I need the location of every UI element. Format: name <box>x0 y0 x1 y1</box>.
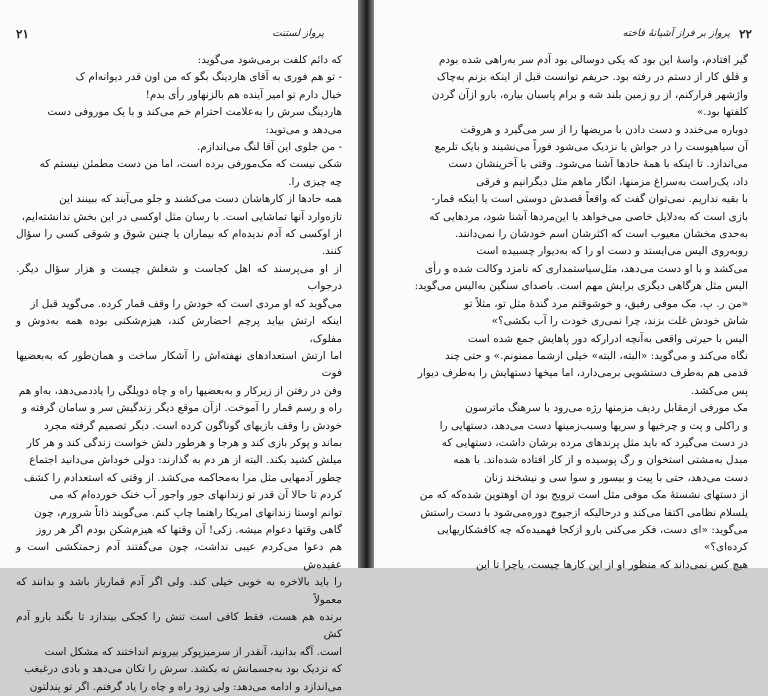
text-line: خیال دارم تو امیر آینده هم بالزنهاور رأی بدم! <box>145 88 342 101</box>
book-gutter <box>358 0 374 568</box>
text-line: پس می‌کشد. <box>690 384 748 397</box>
right-running-title: پرواز بر فراز آشیانهٔ فاخته <box>622 28 730 39</box>
text-line: اینکه ارتش بیاید پرچم احضارش کند، هیزم‌شکنی بوده‌ همه به‌دوش و مفلوک، <box>16 315 342 345</box>
text-line: راه و رسم قمار را آموخت. ازآن موقع دیگر زندگیش سر و سامان گرفته و <box>22 402 342 415</box>
text-line: کرده‌ای؟» <box>703 541 748 554</box>
right-page <box>374 0 768 571</box>
text-line: می‌اندازد و ادامه می‌دهد: ولی زود راه و چاه را یاد گرفتم. اگر تو پندلتون <box>29 680 342 693</box>
right-page-number: ۲۲ <box>739 27 752 41</box>
text-line: آن سیاهپوست را در جواش یا نزدیک می‌شود فوراً می‌نشیند و بایک تلرمع <box>434 141 748 154</box>
text-line: می‌گوید که او مردی است که خودش را وقف قمار کرده. می‌گوید قبل از <box>30 297 342 310</box>
text-line: خودش را وقف بازیهای گوناگون کرده است. دیگر تصمیم گرفته مجرد <box>43 419 342 432</box>
text-line: در دست می‌گیرد که باید مثل پرندهای مرده برشان داشت، دستهایی که <box>441 436 748 449</box>
text-line: بازی است که به‌دلایل خاصی می‌خواهد با این‌مردها آشنا شود، مردهایی که <box>429 210 748 223</box>
text-line: داد، یک‌راست به‌سراغ مزمنها، انگار ماهم مثل دیگرانیم و فرقی <box>476 175 748 188</box>
right-page-body <box>396 52 748 571</box>
text-line: کلفتها بود.» <box>696 106 748 119</box>
right-page-header <box>388 28 754 42</box>
text-line: از اوکسی که آدم ندیده‌ام که بیماران یا چنین شوق و شوقی کسی را سؤال کنند. <box>16 228 342 258</box>
text-line: گیر افتادم، واسهٔ این بود که یکی دوسالی بود آدم سر به‌راهی شده بودم <box>438 54 748 66</box>
text-line: می‌کشد و با او دست می‌دهد، مثل‌سیاستمداری که نامزد وکالت شده و رأی <box>424 262 748 275</box>
text-line: یلسلام نظامی اکتفا می‌کند و درحالیکه ازجیوج دوره‌می‌شود با دست راستش <box>420 506 748 519</box>
text-line: مک مورفی ازمقابل ردیف مزمنها رژه می‌رود با سرهنگ ماترسون <box>465 402 748 415</box>
left-page-header <box>14 28 344 42</box>
text-line: گاهی وقتها دعوام میشه. زکی! آن وقتها که هیزم‌شکن بودم اگر هر روز <box>36 523 342 536</box>
text-line: به‌حدی مخشان معیوب است که اکثرشان اسم خودشان را نمی‌دانند. <box>454 228 748 241</box>
left-page <box>0 0 358 693</box>
text-line: را باید بالاخره به خوبی خیلی کند. ولی اگر آدم قمارباز باشد و بدانند که معمولاً <box>16 576 342 606</box>
text-line: که دائم کلفت برمی‌شود می‌گوید: <box>197 54 342 66</box>
text-line: قدمی هم به‌طرف دستشویی برمی‌دارد، اما میخها دستهایش را به‌طرف دیوار <box>417 367 748 380</box>
text-line: همه حادها از کارهاشان دست می‌کشند و جلو می‌آیند که ببینند این <box>59 193 342 206</box>
text-line: است. آگه بدانید، آنقدر از سرمیزپوکر بیرونم انداختند که مشکل است <box>44 645 342 658</box>
text-line: دست می‌دهد، حتی با پیت و بیسور و سوا سی و نیشخند زنان <box>484 471 748 484</box>
text-line: که نزدیک بود به‌جسمانش ته بکشد. سرش را تکان می‌دهد و بادی درغبغب <box>24 663 342 676</box>
text-line: می‌اندازد. تا اینکه با همهٔ حادها آشنا می‌شود. وقتی با آخرینشان دست <box>448 158 748 171</box>
text-line: اما ارتش استعدادهای نهفته‌اش را آشکار ساخت و همان‌طور که به‌بعضیها فوت <box>16 349 342 380</box>
text-line: هیچ کس نمی‌داند که منظور او از این کارها چیست، یاچرا تا این <box>475 558 748 571</box>
text-line: شکی نیست که مک‌مورفی برده است، اما من دست مطمئن نیستم که <box>39 158 342 171</box>
text-line: - تو هم فوری به آقای هاردینگ بگو که من اون قدر دیوانه‌ام ک <box>75 71 342 84</box>
text-line: شاش خودش غلت بزند، چرا نمی‌ری خودت را آب بکشی؟» <box>491 315 748 328</box>
text-line: از دستهای نشستهٔ مک موفی مثل است ترویج بود ان اوهتوین شده‌که که من <box>419 489 748 502</box>
text-line: با بقیه نداریم. نمی‌توان گفت که واقعاً قصدش دوستی است یا اینکه قمار- <box>431 193 748 206</box>
text-line: توانم اوستا زندانهای امریکا راهنما چاپ کنم. می‌گویند ذاتاً شرورم، چون <box>34 506 342 519</box>
text-line: برنده هم هست، فقط کافی است تنش را کجکی بیندازد تا بگند بارو آدم کش <box>16 611 342 641</box>
text-line: بماند و پوکر بازی کند و هرجا و هرطور دلش خواست زندگی کند و هر کار <box>26 436 342 449</box>
text-line: میلش کشید بکند. البته از هر دم به گذارند: دولی خوداش می‌دانید اجتماع <box>29 454 342 467</box>
text-line: کردم تا حالا آن قدر تو زندانهای جور واجور آب خنک خورده‌ام که می‌ <box>49 489 342 502</box>
text-line: دوباره می‌خندد و دست دادن با مریضها را از سر می‌گیرد و هروقت <box>460 123 748 136</box>
text-line: از او می‌پرسند که اهل کجاست و شغلش چیست و هزار سؤال دیگر. درجواب <box>16 262 342 293</box>
text-line: مبدل به‌مشتی استخوان و رگ پوسیده و از کار افتاده شده‌اند. با همه <box>453 454 748 467</box>
text-line: - من جلوی این آقا لنگ می‌اندازم. <box>196 141 342 154</box>
text-line: تازه‌وارد آنها تماشایی است. با رسان مثل اوکسی در این بخش ندانشته‌ایم، <box>21 210 342 223</box>
text-line: «من ر. پ. مک موفی رفیق، و خوشوقتم مرد گندهٔ مثل تو، مثلاً تو <box>464 297 748 310</box>
left-page-number: ۲۱ <box>16 27 29 41</box>
text-line: الیس با حیرتی واقعی به‌آنچه ادرارکه دور پاهایش جمع شده است <box>467 332 748 345</box>
text-line: الیس مثل هرگاهی دیگری برایش مهم است. باصدای سنگین به‌الیس می‌گوید: <box>414 280 748 293</box>
text-line: می‌گوید: «ای دست، فکر می‌کنی بارو ازکجا فهمیده‌که چه کافشکاریهایی <box>437 523 748 536</box>
text-line: روبه‌روی الیس می‌ایستد و دست او را که به‌دیوار چسبیده است <box>476 245 748 258</box>
left-running-title: پرواز لستنت <box>272 28 324 39</box>
text-line: هاردینگ سرش را به‌علامت احترام خم می‌کند و با یک موروفی دست <box>47 106 342 119</box>
text-line: می‌دهد و می‌توید: <box>265 123 342 136</box>
text-line: چه چیزی را. <box>288 175 342 188</box>
text-line: واژشهر فرارکنم، از رو زمین بلند شه و برام پاسبان بیاره، بارو ازآن گردن <box>431 88 748 101</box>
left-page-body <box>16 52 342 693</box>
text-line: و قلق کار از دستم در رفته بود. حریفم توانست قبل از اینکه بزنم به‌چاک <box>436 71 748 84</box>
text-line: چطور آدمهایی مثل مرا به‌محاکمه می‌کشد. از وقتی که استعدادم را کشف <box>23 471 342 484</box>
text-line: وفن در رفتن از زیرکار و به‌بعضیها راه و چاه دویلگی را یاددمی‌دهد، به‌او هم <box>18 384 342 397</box>
text-line: و راکلی و پت و چرخیها و سریها وسبب‌زمینها دست می‌دهد، دستهایی را <box>439 419 748 432</box>
text-line: هم دعوا می‌کردم عیبی نداشت، چون می‌گفتند آدم زحمتکشی است و عقیده‌ش <box>16 541 342 571</box>
text-line: نگاه می‌کند و می‌گوید: «البته، البته» خیلی ازشما ممنونم.» و حتی چند <box>445 349 748 362</box>
